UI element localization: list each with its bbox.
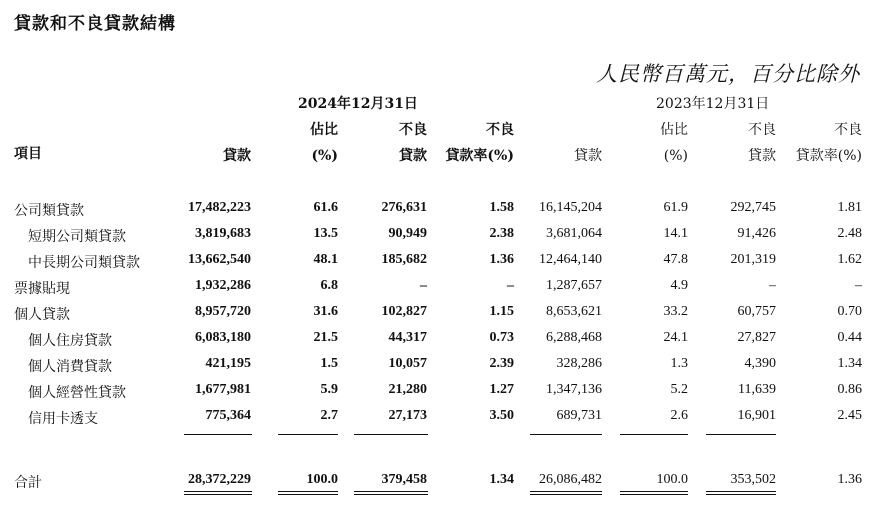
cell-pct-2024: 2.7 [320, 408, 338, 423]
cell-loans-2023: 6,288,468 [546, 330, 602, 345]
cell-nplr-2023: – [855, 278, 862, 293]
cell-npl-2024: 276,631 [381, 200, 427, 215]
cell-npl-2023: – [769, 278, 776, 293]
period-2023: 2023年12月31日 [656, 96, 770, 112]
header-loans-2024: 貸款 [223, 148, 251, 164]
cell-npl-2024: 185,682 [381, 252, 427, 267]
header-nplr-top-2023: 不良 [834, 122, 862, 138]
cell-loans-2024: 17,482,223 [188, 200, 251, 215]
cell-loans-2024: 775,364 [205, 408, 251, 423]
cell-nplr-2023: 0.86 [837, 382, 862, 397]
cell-npl-2024: 102,827 [381, 304, 427, 319]
row-label: 中長期公司類貸款 [28, 255, 140, 271]
cell-loans-2024: 3,819,683 [195, 226, 251, 241]
cell-loans-2023: 12,464,140 [539, 252, 602, 267]
underline-pct-2023 [620, 434, 688, 435]
cell-nplr-2023: 2.45 [837, 408, 862, 423]
cell-npl-2023: 11,639 [738, 382, 776, 397]
cell-npl-2023: 27,827 [737, 330, 776, 345]
cell-pct-2023: 61.9 [663, 200, 688, 215]
double-underline-npl-2023 [706, 491, 776, 495]
cell-loans-2023: 16,145,204 [539, 200, 602, 215]
cell-nplr-2024: – [507, 278, 514, 293]
cell-npl-2024: 379,458 [381, 472, 427, 487]
cell-npl-2024: 44,317 [388, 330, 427, 345]
cell-nplr-2024: 2.39 [489, 356, 514, 371]
underline-loans-2023 [530, 434, 602, 435]
header-pct-top-2023: 佔比 [660, 122, 688, 138]
cell-pct-2023: 5.2 [670, 382, 688, 397]
cell-npl-2023: 91,426 [737, 226, 776, 241]
cell-loans-2024: 8,957,720 [195, 304, 251, 319]
cell-npl-2024: 21,280 [388, 382, 427, 397]
cell-loans-2023: 689,731 [556, 408, 602, 423]
cell-npl-2023: 353,502 [730, 472, 776, 487]
cell-nplr-2024: 1.34 [489, 472, 514, 487]
header-loans-2023: 貸款 [574, 148, 602, 164]
cell-loans-2024: 1,677,981 [195, 382, 251, 397]
cell-pct-2024: 21.5 [313, 330, 338, 345]
table-row [0, 378, 886, 404]
cell-nplr-2024: 1.58 [489, 200, 514, 215]
row-label: 個人消費貸款 [28, 359, 112, 375]
header-npl-top-2023: 不良 [748, 122, 776, 138]
cell-pct-2024: 31.6 [313, 304, 338, 319]
cell-pct-2023: 100.0 [656, 472, 688, 487]
cell-npl-2024: 10,057 [388, 356, 427, 371]
cell-loans-2024: 1,932,286 [195, 278, 251, 293]
cell-pct-2024: 100.0 [306, 472, 338, 487]
table-row [0, 326, 886, 352]
header-nplr-bottom-2024: 貸款率(%) [445, 148, 514, 164]
cell-nplr-2024: 0.73 [489, 330, 514, 345]
cell-nplr-2024: 3.50 [489, 408, 514, 423]
cell-loans-2024: 28,372,229 [188, 472, 251, 487]
cell-npl-2023: 292,745 [730, 200, 776, 215]
underline-npl-2024 [354, 434, 428, 435]
double-underline-pct-2023 [620, 491, 688, 495]
double-underline-loans-2024 [184, 491, 252, 495]
cell-npl-2023: 4,390 [744, 356, 776, 371]
underline-npl-2023 [706, 434, 776, 435]
cell-pct-2023: 4.9 [670, 278, 688, 293]
row-label: 個人貸款 [14, 307, 70, 323]
cell-npl-2024: 90,949 [388, 226, 427, 241]
table-row [0, 274, 886, 300]
header-pct-bottom-2024: (%) [311, 148, 338, 164]
cell-pct-2024: 6.8 [320, 278, 338, 293]
cell-npl-2024: – [420, 278, 427, 293]
cell-pct-2023: 2.6 [670, 408, 688, 423]
header-npl-bottom-2023: 貸款 [748, 148, 776, 164]
cell-pct-2024: 48.1 [313, 252, 338, 267]
cell-nplr-2024: 2.38 [489, 226, 514, 241]
underline-loans-2024 [184, 434, 252, 435]
cell-loans-2023: 1,287,657 [546, 278, 602, 293]
double-underline-npl-2024 [354, 491, 428, 495]
row-label: 公司類貸款 [14, 203, 84, 219]
cell-pct-2023: 47.8 [663, 252, 688, 267]
cell-npl-2024: 27,173 [388, 408, 427, 423]
cell-pct-2024: 13.5 [313, 226, 338, 241]
cell-loans-2024: 421,195 [205, 356, 251, 371]
cell-pct-2023: 14.1 [663, 226, 688, 241]
header-pct-top-2024: 佔比 [310, 122, 338, 138]
cell-nplr-2024: 1.36 [489, 252, 514, 267]
double-underline-loans-2023 [530, 491, 602, 495]
row-label: 票據貼現 [14, 281, 70, 297]
table-row [0, 248, 886, 274]
cell-loans-2023: 8,653,621 [546, 304, 602, 319]
header-npl-top-2024: 不良 [399, 122, 427, 138]
row-label: 合計 [14, 475, 42, 491]
header-nplr-bottom-2023: 貸款率(%) [795, 148, 862, 164]
row-label: 信用卡透支 [28, 411, 98, 427]
cell-pct-2023: 33.2 [663, 304, 688, 319]
underline-pct-2024 [278, 434, 338, 435]
cell-loans-2024: 6,083,180 [195, 330, 251, 345]
cell-nplr-2023: 2.48 [837, 226, 862, 241]
period-2024: 2024年12月31日 [298, 96, 418, 112]
row-label: 個人住房貸款 [28, 333, 112, 349]
cell-npl-2023: 60,757 [737, 304, 776, 319]
table-row [0, 352, 886, 378]
header-item: 項目 [14, 146, 42, 162]
header-pct-bottom-2023: (%) [663, 148, 688, 164]
unit-note: 人民幣百萬元，百分比除外 [596, 62, 860, 86]
table-title: 貸款和不良貸款結構 [14, 14, 176, 34]
cell-nplr-2023: 1.81 [837, 200, 862, 215]
header-nplr-top-2024: 不良 [486, 122, 514, 138]
cell-loans-2023: 328,286 [556, 356, 602, 371]
cell-nplr-2024: 1.27 [489, 382, 514, 397]
cell-nplr-2023: 0.70 [837, 304, 862, 319]
cell-nplr-2023: 1.62 [837, 252, 862, 267]
cell-nplr-2023: 1.36 [837, 472, 862, 487]
row-label: 短期公司類貸款 [28, 229, 126, 245]
header-npl-bottom-2024: 貸款 [399, 148, 427, 164]
table-row [0, 300, 886, 326]
cell-pct-2023: 1.3 [670, 356, 688, 371]
cell-pct-2024: 61.6 [313, 200, 338, 215]
table-row [0, 404, 886, 430]
cell-pct-2024: 5.9 [320, 382, 338, 397]
cell-loans-2024: 13,662,540 [188, 252, 251, 267]
cell-loans-2023: 1,347,136 [546, 382, 602, 397]
cell-nplr-2023: 1.34 [837, 356, 862, 371]
cell-nplr-2024: 1.15 [489, 304, 514, 319]
cell-npl-2023: 201,319 [730, 252, 776, 267]
cell-loans-2023: 26,086,482 [539, 472, 602, 487]
cell-loans-2023: 3,681,064 [546, 226, 602, 241]
cell-npl-2023: 16,901 [737, 408, 776, 423]
row-label: 個人經營性貸款 [28, 385, 126, 401]
table-row [0, 196, 886, 222]
cell-nplr-2023: 0.44 [837, 330, 862, 345]
table-row [0, 222, 886, 248]
cell-pct-2023: 24.1 [663, 330, 688, 345]
cell-pct-2024: 1.5 [320, 356, 338, 371]
double-underline-pct-2024 [278, 491, 338, 495]
